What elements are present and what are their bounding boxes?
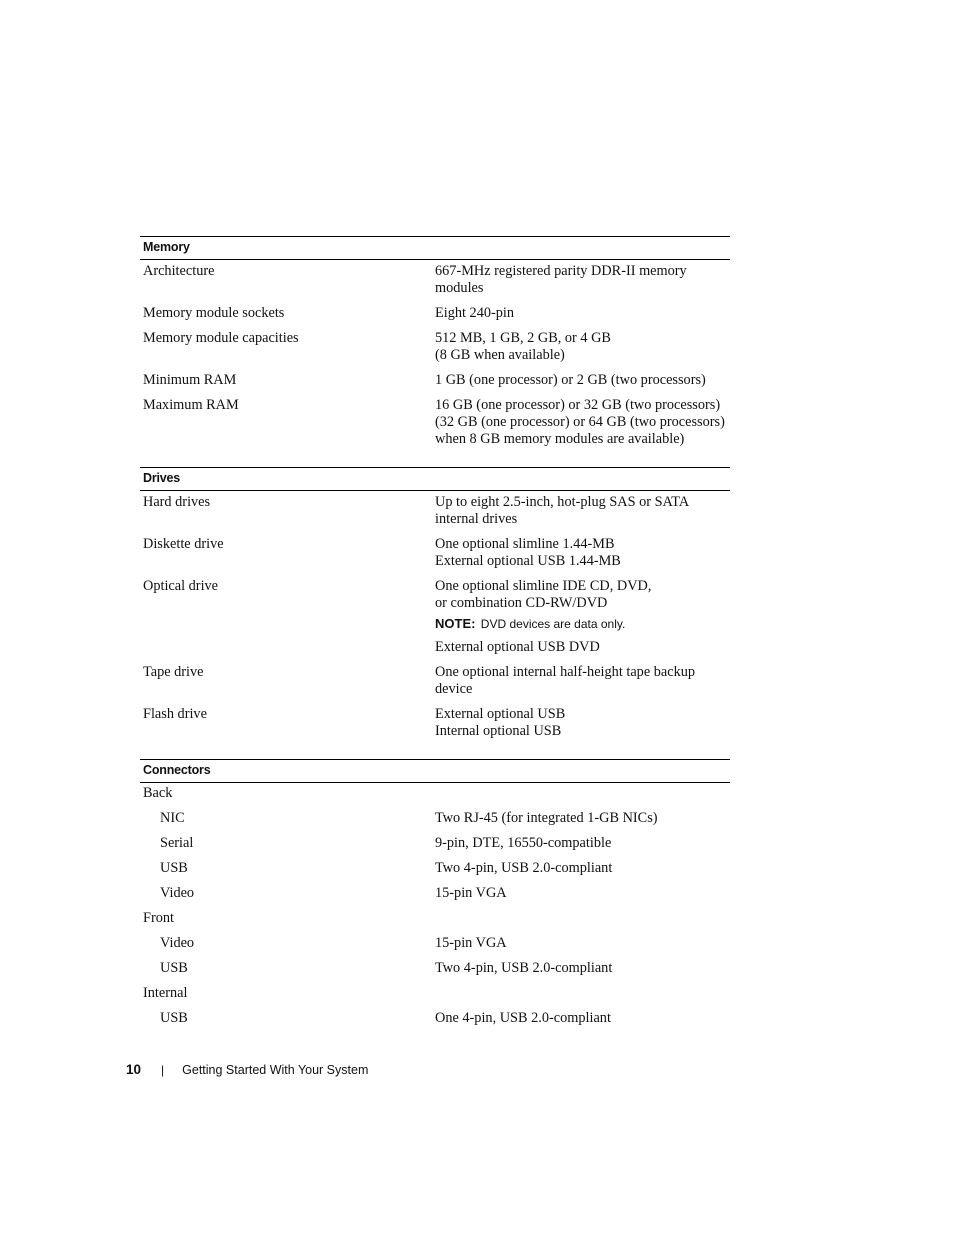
value-line: External optional USB 1.44-MB: [435, 553, 621, 569]
spec-row: [140, 664, 730, 698]
spec-value: [435, 706, 730, 740]
spec-label: Flash drive: [143, 706, 207, 722]
spec-row: [140, 494, 730, 528]
spec-row: [140, 810, 730, 827]
value-line: External optional USB: [435, 706, 566, 722]
spec-label: Minimum RAM: [143, 372, 237, 388]
spec-value: Two 4-pin, USB 2.0-compliant: [435, 960, 613, 976]
spec-value: Two 4-pin, USB 2.0-compliant: [435, 860, 613, 876]
value-line: or combination CD-RW/DVD: [435, 595, 608, 611]
spec-label: Memory module capacities: [143, 330, 299, 346]
group-row-front: [140, 910, 730, 927]
value-line: when 8 GB memory modules are available): [435, 431, 685, 447]
group-row-internal: [140, 985, 730, 1002]
spec-row: [140, 263, 730, 297]
value-line: External optional USB DVD: [435, 639, 600, 655]
value-line: 1 GB (one processor) or 2 GB (two processors): [435, 372, 706, 388]
spec-value: [435, 263, 730, 297]
spec-row: [140, 706, 730, 740]
note-text: DVD devices are data only.: [480, 617, 626, 631]
spec-label: USB: [160, 960, 188, 976]
value-line: Eight 240-pin: [435, 305, 515, 321]
spec-value: [435, 397, 730, 448]
note: [435, 615, 730, 633]
spec-label: Maximum RAM: [143, 397, 239, 413]
spec-value: 15-pin VGA: [435, 935, 507, 951]
spec-label: Video: [160, 935, 195, 951]
footer-separator: |: [161, 1062, 165, 1077]
group-label: Back: [143, 785, 173, 801]
spec-value: [435, 305, 730, 322]
group-row-back: [140, 785, 730, 802]
value-line: One optional slimline IDE CD, DVD,: [435, 578, 652, 594]
connectors-section: [140, 759, 730, 1027]
value-line: One optional slimline 1.44-MB: [435, 536, 615, 552]
spec-value: One 4-pin, USB 2.0-compliant: [435, 1010, 611, 1026]
page-footer: [126, 1062, 368, 1077]
group-label: Front: [143, 910, 174, 926]
spec-row: [140, 372, 730, 389]
spec-row: [140, 935, 730, 952]
value-line: Up to eight 2.5-inch, hot-plug SAS or SATA: [435, 494, 690, 510]
section-header-memory: Memory: [140, 236, 730, 260]
memory-section: [140, 236, 730, 448]
footer-title: Getting Started With Your System: [182, 1062, 369, 1077]
spec-row: [140, 1010, 730, 1027]
value-line: Internal optional USB: [435, 723, 562, 739]
value-line: device: [435, 681, 473, 697]
value-line: (8 GB when available): [435, 347, 565, 363]
section-header-drives: Drives: [140, 467, 730, 491]
spec-label: Hard drives: [143, 494, 211, 510]
spec-row: [140, 397, 730, 448]
spec-label: Memory module sockets: [143, 305, 285, 321]
spec-value: [435, 664, 730, 698]
spec-value: [435, 494, 730, 528]
spec-label: Serial: [160, 835, 194, 851]
spec-value: [435, 330, 730, 364]
spec-row: [140, 860, 730, 877]
spec-value: 15-pin VGA: [435, 885, 507, 901]
value-line: 667-MHz registered parity DDR-II memory: [435, 263, 687, 279]
spec-value: Two RJ-45 (for integrated 1-GB NICs): [435, 810, 658, 826]
value-line: (32 GB (one processor) or 64 GB (two processors): [435, 414, 725, 430]
value-line: internal drives: [435, 511, 518, 527]
spec-label: USB: [160, 860, 188, 876]
note-label: NOTE:: [435, 616, 476, 631]
spec-row: [140, 330, 730, 364]
spec-value: [435, 536, 730, 570]
spec-label: Diskette drive: [143, 536, 224, 552]
page-number: 10: [126, 1062, 142, 1077]
group-label: Internal: [143, 985, 188, 1001]
value-line: 512 MB, 1 GB, 2 GB, or 4 GB: [435, 330, 611, 346]
spec-label: Architecture: [143, 263, 215, 279]
spec-row: [140, 536, 730, 570]
spec-label: USB: [160, 1010, 188, 1026]
spec-label: Optical drive: [143, 578, 219, 594]
spec-label: Tape drive: [143, 664, 204, 680]
spec-row: [140, 835, 730, 852]
value-line: 16 GB (one processor) or 32 GB (two processors): [435, 397, 721, 413]
value-line: modules: [435, 280, 484, 296]
spec-label: Video: [160, 885, 195, 901]
value-line: One optional internal half-height tape backup: [435, 664, 696, 680]
spec-row: [140, 578, 730, 656]
drives-section: [140, 467, 730, 740]
spec-row: [140, 305, 730, 322]
spec-value: [435, 372, 730, 389]
spec-value: 9-pin, DTE, 16550-compatible: [435, 835, 612, 851]
spec-label: NIC: [160, 810, 185, 826]
spec-row: [140, 885, 730, 902]
section-header-connectors: Connectors: [140, 759, 730, 783]
spec-row: [140, 960, 730, 977]
spec-value: [435, 578, 730, 656]
